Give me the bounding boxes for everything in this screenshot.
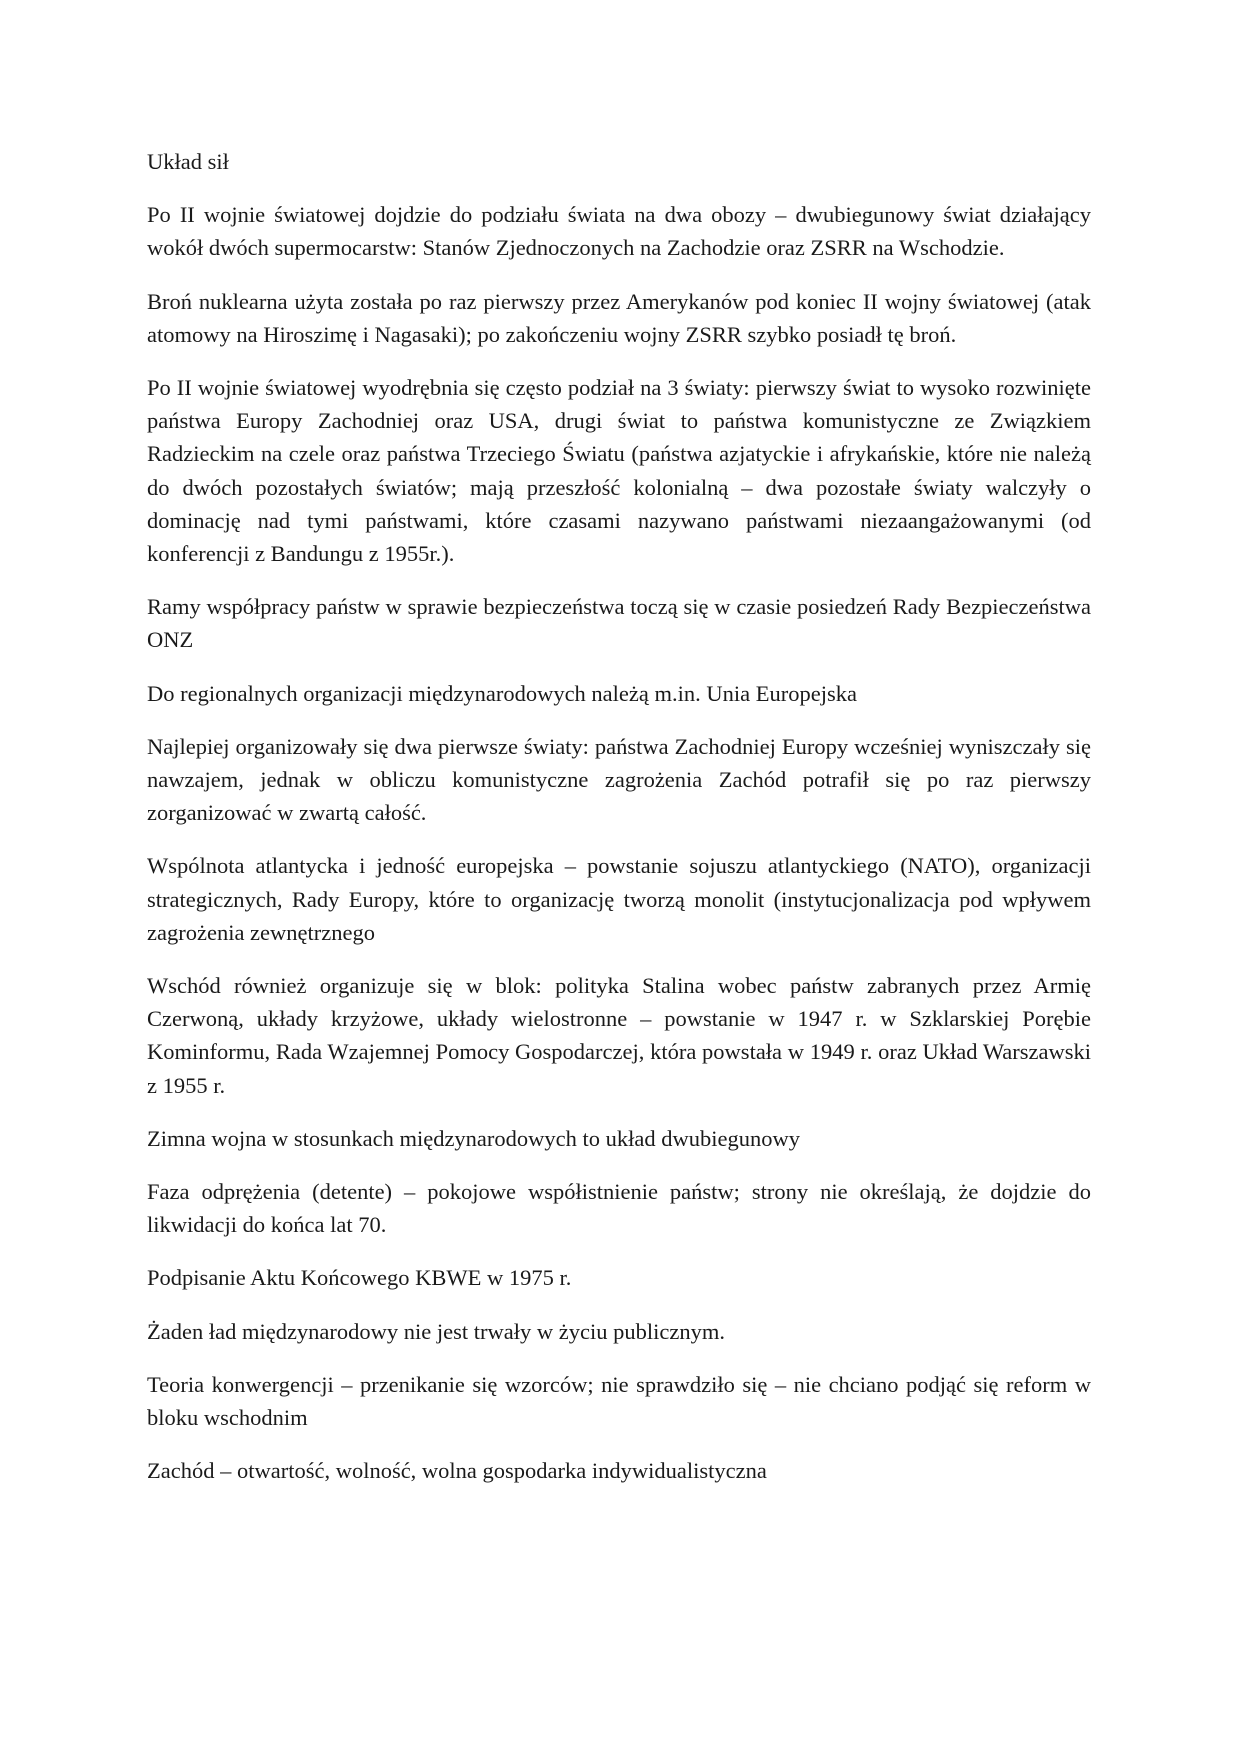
paragraph-three-worlds: Po II wojnie światowej wyodrębnia się często podział na 3 światy: pierwszy świat to wysoko rozwinięte państwa Europy Zachodniej oraz USA, drugi świat to państwa komunistyczne ze Związkiem Radzieckim na czele oraz państwa Trzeciego Światu (państwa azjatyckie i afrykańskie, które nie należą do dwóch pozostałych światów; mają przeszłość kolonialną – dwa pozostałe światy walczyły o dominację nad tymi państwami, które czasami nazywano państwami niezaangażowanymi (od konferencji z Bandungu z 1955r.). [147,375,1091,567]
paragraph-eastern-bloc: Wschód również organizuje się w blok: polityka Stalina wobec państw zabranych przez Armię Czerwoną, układy krzyżowe, układy wielostronne – powstanie w 1947 r. w Szklarskiej Porębie Kominformu, Rada Wzajemnej Pomocy Gospodarczej, która powstała w 1949 r. oraz Układ Warszawski z 1955 r. [147,973,1091,1098]
paragraph-international-order: Żaden ład międzynarodowy nie jest trwały w życiu publicznym. [147,1318,725,1344]
paragraph-atlantic-community: Wspólnota atlantycka i jedność europejska – powstanie sojuszu atlantyckiego (NATO), organizacji strategicznych, Rady Europy, które to organizację tworzą monolit (instytucjonalizacja pod wpływem zagrożenia zewnętrznego [147,853,1091,945]
paragraph-first-worlds-organization: Najlepiej organizowały się dwa pierwsze światy: państwa Zachodniej Europy wcześniej wyniszczały się nawzajem, jednak w obliczu komunistyczne zagrożenia Zachód potrafił się po raz pierwszy zorganizować w zwartą całość. [147,733,1091,826]
paragraph-detente: Faza odprężenia (detente) – pokojowe współistnienie państw; strony nie określają, że dojdzie do likwidacji do końca lat 70. [147,1179,1091,1238]
paragraph-security-council: Ramy współpracy państw w sprawie bezpieczeństwa toczą się w czasie posiedzeń Rady Bezpieczeństwa ONZ [147,594,1091,653]
paragraph-nuclear-weapon: Broń nuklearna użyta została po raz pierwszy przez Amerykanów pod koniec II wojny światowej (atak atomowy na Hiroszimę i Nagasaki); po zakończeniu wojny ZSRR szybko posiadł tę broń. [147,288,1091,347]
paragraph-regional-organizations: Do regionalnych organizacji międzynarodowych należą m.in. Unia Europejska [147,680,857,706]
paragraph-kbwe: Podpisanie Aktu Końcowego KBWE w 1975 r. [147,1265,572,1291]
paragraph-bipolar-world: Po II wojnie światowej dojdzie do podziału świata na dwa obozy – dwubiegunowy świat działający wokół dwóch supermocarstw: Stanów Zjednoczonych na Zachodzie oraz ZSRR na Wschodzie. [147,202,1091,261]
paragraph-cold-war: Zimna wojna w stosunkach międzynarodowych to układ dwubiegunowy [147,1125,800,1151]
paragraph-convergence-theory: Teoria konwergencji – przenikanie się wzorców; nie sprawdziło się – nie chciano podjąć się reform w bloku wschodnim [147,1371,1091,1431]
document-heading: Układ sił [147,149,229,174]
paragraph-west: Zachód – otwartość, wolność, wolna gospodarka indywidualistyczna [147,1458,767,1484]
document-body [147,145,1091,1508]
